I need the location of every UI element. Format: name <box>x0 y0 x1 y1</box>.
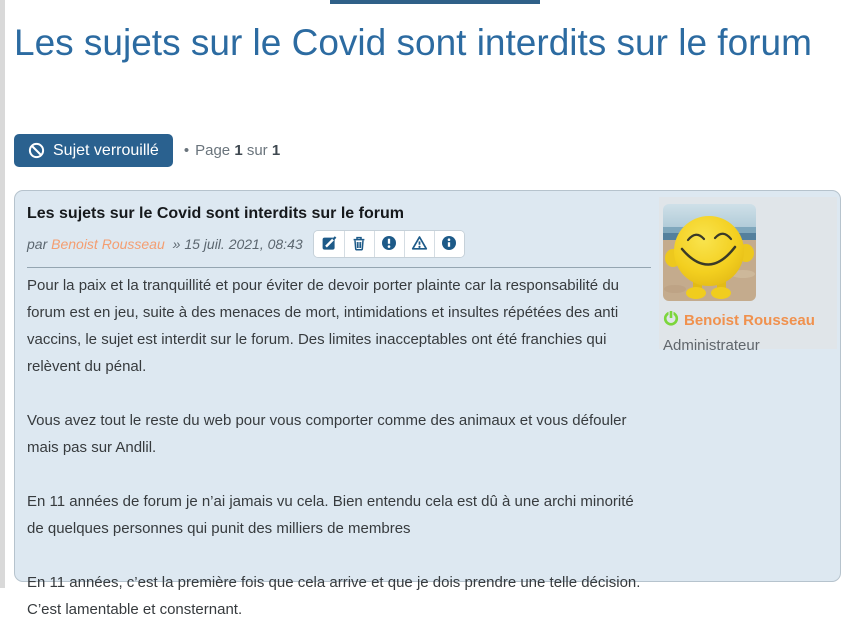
top-nav-bar-edge <box>330 0 540 4</box>
byline-prefix: par <box>27 236 47 252</box>
post-byline <box>27 236 303 252</box>
post-subject-link[interactable]: Les sujets sur le Covid sont interdits sur le forum <box>27 205 651 223</box>
pagination-of-label: sur <box>247 142 268 159</box>
topic-locked-label: Sujet verrouillé <box>53 142 159 160</box>
post-byline-row <box>27 230 651 258</box>
trash-icon <box>351 235 367 254</box>
exclamation-circle-icon <box>381 235 397 254</box>
online-status-icon <box>663 309 679 331</box>
pagination-bullet: • <box>184 142 189 159</box>
byline-date: » 15 juil. 2021, 08:43 <box>173 236 303 252</box>
delete-post-button[interactable] <box>344 231 374 257</box>
author-profile-panel <box>659 197 837 349</box>
pagination-page-label: Page <box>195 142 230 159</box>
author-avatar[interactable] <box>663 204 756 301</box>
edit-post-button[interactable] <box>314 231 344 257</box>
topic-controls <box>14 134 280 167</box>
author-role: Administrateur <box>663 337 837 354</box>
post-header-divider <box>27 267 651 268</box>
info-circle-icon <box>441 235 457 254</box>
post-body <box>27 272 653 623</box>
byline-author-link[interactable]: Benoist Rousseau <box>51 236 165 252</box>
post-action-buttons <box>313 230 465 258</box>
post-paragraph: En 11 années, c’est la première fois que cela arrive et que je dois prendre une telle décision. C’est lamentable et consternant. <box>27 569 653 623</box>
post-information-button[interactable] <box>434 231 464 257</box>
warning-triangle-icon <box>411 235 428 254</box>
edit-pencil-icon <box>321 235 337 254</box>
page-left-gutter <box>0 0 5 588</box>
author-name-row <box>663 309 837 331</box>
report-post-button[interactable] <box>374 231 404 257</box>
pagination-total-pages: 1 <box>272 142 280 159</box>
page-title: Les sujets sur le Covid sont interdits sur le forum <box>14 18 852 67</box>
topic-locked-button[interactable] <box>14 134 173 167</box>
post-container <box>14 190 841 582</box>
post-header <box>27 205 651 258</box>
post-paragraph: Vous avez tout le reste du web pour vous comporter comme des animaux et vous défouler mais pas sur Andlil. <box>27 407 653 461</box>
warn-user-button[interactable] <box>404 231 434 257</box>
author-profile-link[interactable]: Benoist Rousseau <box>684 312 815 329</box>
post-paragraph: Pour la paix et la tranquillité et pour éviter de devoir porter plainte car la responsabilité du forum est en jeu, suite à des menaces de mort, intimidations et insultes répétées des anti vaccins, le sujet est interdit sur le forum. Des limites inacceptables ont été franchies qui relèvent du pénal. <box>27 272 653 380</box>
post-paragraph: En 11 années de forum je n’ai jamais vu cela. Bien entendu cela est dû à une archi minorité de quelques personnes qui punit des milliers de membres <box>27 488 653 542</box>
lock-prohibition-icon <box>28 142 45 159</box>
pagination <box>184 142 280 159</box>
pagination-current-page: 1 <box>234 142 242 159</box>
